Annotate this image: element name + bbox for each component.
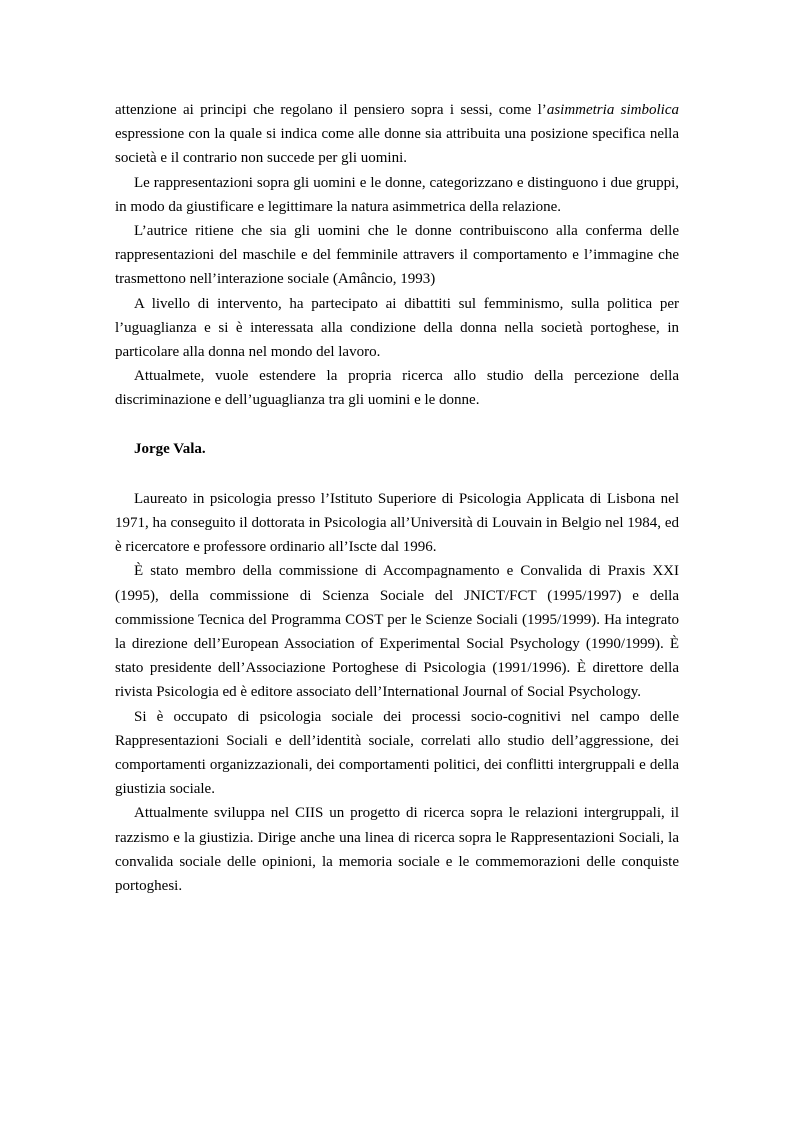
paragraph-ricerche: Si è occupato di psicologia sociale dei processi socio-cognitivi nel campo delle Rappresentazioni Sociali e dell’identità sociale, correlati allo studio dell’aggressione, dei comportamenti organizzazionali, dei comportamenti politici, dei conflitti intergruppali e della giustizia sociale. [115, 708, 679, 798]
paragraph-laurea: Laureato in psicologia presso l’Istituto Superiore di Psicologia Applicata di Lisbona nel 1971, ha conseguito il dottorata in Psicologia all’Università di Louvain in Belgio nel 1984, ed è ricercatore e professore ordinario all’Iscte dal 1996. [115, 490, 679, 556]
italic-term: asimmetria simbolica [546, 102, 679, 118]
paragraph-intervento: A livello di intervento, ha partecipato ai dibattiti sul femminismo, sulla politica per l’uguaglianza e si è interessata alla condizione della donna nella società portoghese, in particolare alla donna nel mondo del lavoro. [115, 295, 679, 361]
document-page [115, 98, 679, 898]
paragraph-commissioni: È stato membro della commissione di Accompagnamento e Convalida di Praxis XXI (1995), della commissione di Scienza Sociale del JNICT/FCT (1995/1997) e della commissione Tecnica del Programma COST per le Scienze Sociali (1995/1999). Ha integrato la direzione dell’European Association of Experimental Social Psychology (1990/1999). È stato presidente dell’Associazione Portoghese di Psicologia (1991/1996). È direttore della rivista Psicologia ed è editore associato dell’International Journal of Social Psychology. [115, 563, 679, 701]
paragraph-ricerca-attuale: Attualmete, vuole estendere la propria ricerca allo studio della percezione della discriminazione e dell’uguaglianza tra gli uomini e le donne. [115, 368, 679, 409]
paragraph-rappresentazioni: Le rappresentazioni sopra gli uomini e le donne, categorizzano e distinguono i due gruppi, in modo da giustificare e legittimare la natura asimmetrica della relazione. [115, 174, 679, 215]
paragraph-text: espressione con la quale si indica come alle donne sia attribuita una posizione specifica nella società e il contrario non succede per gli uomini. [115, 126, 679, 167]
paragraph-asimmetria-simbolica [115, 98, 679, 171]
section-heading-jorge-vala: Jorge Vala. [134, 440, 206, 457]
paragraph-autrice: L’autrice ritiene che sia gli uomini che le donne contribuiscono alla conferma delle rappresentazioni del maschile e del femminile attravers il comportamento e l’immagine che trasmettono nell’interazione sociale (Amâncio, 1993) [115, 223, 679, 288]
paragraph-text: attenzione ai principi che regolano il pensiero sopra i sessi, come l’ [115, 102, 547, 118]
paragraph-progetto-ciis: Attualmente sviluppa nel CIIS un progetto di ricerca sopra le relazioni intergruppali, il razzismo e la giustizia. Dirige anche una linea di ricerca sopra le Rappresentazioni Sociali, la convalida sociale delle opinioni, la memoria sociale e le commemorazioni delle conquiste portoghesi. [115, 805, 679, 895]
